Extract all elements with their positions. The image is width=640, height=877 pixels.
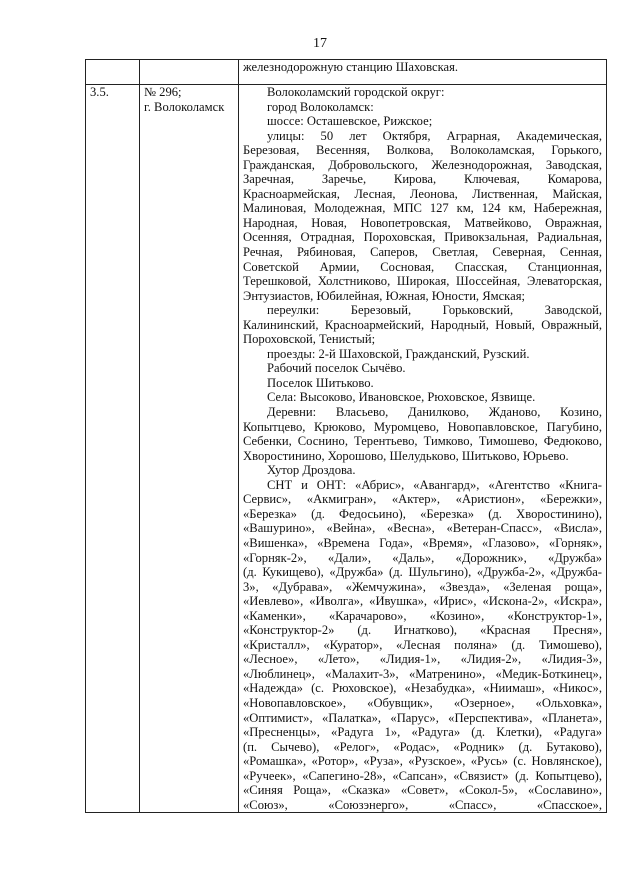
- boundary-line: «Каменки», «Карачарово», «Козино», «Конструктор-1»,: [243, 608, 602, 623]
- boundary-line: Хворостинино, Хорошово, Шелудьково, Шитьково, Юрьево.: [243, 448, 569, 463]
- boundary-line: «Кристалл», «Куратор», «Лесная поляна» (д. Тимошево),: [243, 637, 602, 652]
- row-number-cell: [86, 85, 140, 813]
- boundary-cell: [239, 85, 607, 813]
- boundary-line: «Ромашка», «Ротор», «Руза», «Рузское», «Русь» (с. Новлянское),: [243, 754, 602, 769]
- table-row: [86, 60, 607, 85]
- boundary-line: «Лесное», «Лето», «Лидия-1», «Лидия-2», «Лидия-3»,: [243, 652, 602, 667]
- boundary-description: [243, 85, 602, 812]
- page-number: 17: [313, 36, 327, 51]
- boundary-line: «Ручеек», «Сапегино-28», «Сапсан», «Связист» (д. Копытцево),: [243, 768, 602, 783]
- boundary-line: (п. Сычево), «Релог», «Родас», «Родник» (д. Бутаково),: [243, 739, 602, 754]
- boundary-line: Заречная, Заречье, Кирова, Ключевая, Комарова,: [243, 172, 602, 187]
- boundary-line: проезды: 2-й Шаховской, Гражданский, Рузский.: [267, 346, 530, 361]
- boundary-line: улицы: 50 лет Октября, Аграрная, Академическая,: [267, 128, 602, 143]
- boundary-line: «Оптимист», «Палатка», «Парус», «Перспектива», «Планета»,: [243, 710, 602, 725]
- boundary-line: Деревни: Власьево, Данилково, Жданово, Козино,: [267, 405, 602, 420]
- boundary-line: Терешковой, Холстниково, Широкая, Шоссейная, Элеваторская,: [243, 274, 602, 289]
- boundary-line: Себенки, Соснино, Терентьево, Тимково, Тимошево, Федюково,: [243, 434, 602, 449]
- boundary-line: «Люблинец», «Малахит-3», «Матренино», «Медик-Боткинец»,: [243, 666, 602, 681]
- boundary-line: СНТ и ОНТ: «Абрис», «Авангард», «Агентство «Книга-: [267, 477, 602, 492]
- boundary-line: Волоколамский городской округ:: [267, 85, 445, 99]
- district-name: г. Волоколамск: [144, 99, 225, 114]
- boundary-line: «Березка» (д. Федосьино), «Березка» (д. Хворостинино),: [243, 506, 602, 521]
- boundary-line: Хутор Дроздова.: [267, 463, 356, 478]
- boundary-line: «Конструктор-2» (д. Игнатково), «Красная Пресня»,: [243, 623, 602, 638]
- boundary-line: Березовая, Весенняя, Волкова, Волоколамская, Горького,: [243, 143, 602, 158]
- boundary-text: железнодорожную станцию Шаховская.: [243, 60, 459, 74]
- boundary-line: «Синяя Роща», «Сказка» «Совет», «Сокол-5», «Сославино»,: [243, 783, 602, 798]
- boundary-line: Калининский, Красноармейский, Народный, Новый, Овражный,: [243, 317, 602, 332]
- district-cell: [140, 60, 239, 85]
- district-table: [85, 59, 607, 813]
- boundary-line: город Волоколамск:: [267, 99, 374, 114]
- boundary-line: «Пресненцы», «Радуга 1», «Радуга» (д. Клетки), «Радуга»: [243, 725, 602, 740]
- row-number: 3.5.: [90, 85, 109, 99]
- boundary-line: Гражданская, Добровольского, Железнодорожная, Заводская,: [243, 157, 602, 172]
- boundary-line: Красноармейская, Лесная, Леонова, Лиственная, Майская,: [243, 186, 602, 201]
- boundary-line: переулки: Березовый, Горьковский, Заводской,: [267, 303, 602, 318]
- boundary-line: Осенняя, Отрадная, Пороховская, Привокзальная, Радиальная,: [243, 230, 602, 245]
- boundary-line: Села: Высоково, Ивановское, Рюховское, Язвище.: [267, 390, 536, 405]
- boundary-line: Рабочий поселок Сычёво.: [267, 361, 406, 376]
- boundary-line: (д. Кукищево), «Дружба» (д. Шульгино), «Дружба-2», «Дружба-: [243, 565, 602, 580]
- boundary-line: «Новопавловское», «Обувщик», «Озерное», «Ольховка»,: [243, 695, 602, 710]
- boundary-line: Речная, Рябиновая, Саперов, Светлая, Северная, Сенная,: [243, 245, 602, 260]
- boundary-line: «Горняк-2», «Дали», «Даль», «Дорожник», «Дружба»: [243, 550, 602, 565]
- district-cell: [140, 85, 239, 813]
- boundary-line: «Вашурино», «Вейна», «Весна», «Ветеран-Спасс», «Висла»,: [243, 521, 602, 536]
- boundary-line: Малиновая, Молодежная, МПС 127 км, 124 км, Набережная,: [243, 201, 602, 216]
- boundary-line: Копытцево, Крюково, Муромцево, Новопавловское, Пагубино,: [243, 419, 602, 434]
- boundary-line: Сервис», «Акмигран», «Актер», «Аристион», «Бережки»,: [243, 492, 602, 507]
- boundary-line: «Союз», «Союзэнерго», «Спасс», «Спасское»,: [243, 797, 602, 812]
- boundary-line: «Вишенка», «Времена Года», «Время», «Глазово», «Горняк»,: [243, 535, 602, 550]
- boundary-line: 3», «Дубрава», «Жемчужина», «Звезда», «Зеленая роща»,: [243, 579, 602, 594]
- boundary-line: Народная, Новая, Новопетровская, Матвейково, Овражная,: [243, 215, 602, 230]
- boundary-cell: [239, 60, 607, 85]
- boundary-line: Советской Армии, Сосновая, Спасская, Станционная,: [243, 259, 602, 274]
- boundary-line: «Надежда» (с. Рюховское), «Незабудка», «Ниимаш», «Никос»,: [243, 681, 602, 696]
- boundary-line: «Иевлево», «Иволга», «Ивушка», «Ирис», «Искона-2», «Искра»,: [243, 594, 602, 609]
- district-number: № 296;: [144, 85, 182, 99]
- boundary-line: шоссе: Осташевское, Рижское;: [267, 114, 433, 129]
- row-number-cell: [86, 60, 140, 85]
- boundary-line: Пороховской, Тенистый;: [243, 332, 376, 347]
- boundary-line: Поселок Шитьково.: [267, 375, 374, 390]
- table-row: [86, 85, 607, 813]
- boundary-line: Энтузиастов, Юбилейная, Южная, Юности, Ямская;: [243, 288, 525, 303]
